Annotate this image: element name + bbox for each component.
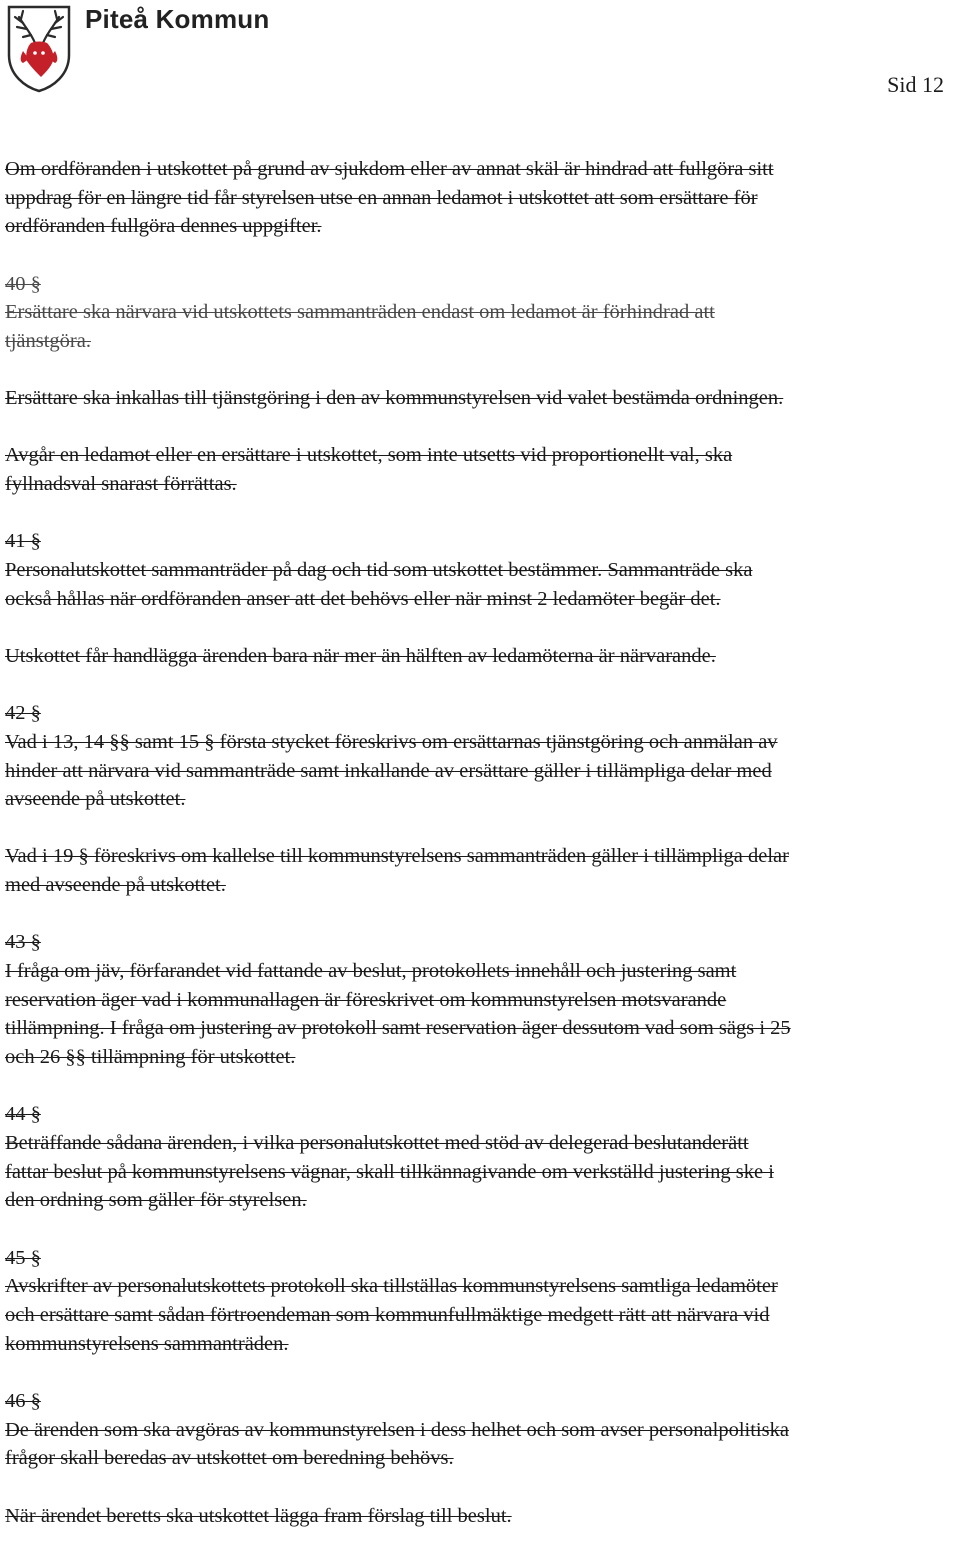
section-heading: 45 § xyxy=(5,1246,41,1269)
text-line: med avseende på utskottet. xyxy=(5,874,226,897)
paragraph-block xyxy=(5,441,960,498)
text-line: uppdrag för en längre tid får styrelsen utse en annan ledamot i utskottet att som ersättare för xyxy=(5,186,758,209)
paragraph-block xyxy=(5,642,960,671)
text-line: När ärendet beretts ska utskottet lägga fram förslag till beslut. xyxy=(5,1504,512,1527)
text-line: fattar beslut på kommunstyrelsens vägnar, skall tillkännagivande om verkställd justering ske i xyxy=(5,1160,774,1183)
reindeer-coat-of-arms-icon xyxy=(5,3,73,93)
section-heading: 46 § xyxy=(5,1390,41,1412)
text-line: Avskrifter av personalutskottets protokoll ska tillställas kommunstyrelsens samtliga ledamöter xyxy=(5,1275,778,1298)
paragraph-block xyxy=(5,384,960,413)
text-line: tillämpning. I fråga om justering av protokoll samt reservation äger dessutom vad som sägs i 25 xyxy=(5,1017,791,1040)
text-line: och 26 §§ tillämpning för utskottet. xyxy=(5,1046,296,1069)
text-line: Ersättare ska närvara vid utskottets sammanträden endast om ledamot är förhindrad att xyxy=(5,301,715,324)
text-line: också hållas när ordföranden anser att det behövs eller när minst 2 ledamöter begär det. xyxy=(5,587,721,610)
text-line: Om ordföranden i utskottet på grund av sjukdom eller av annat skäl är hindrad att fullgöra sitt xyxy=(5,158,774,180)
text-line: reservation äger vad i kommunallagen är föreskrivet om kommunstyrelsen motsvarande xyxy=(5,988,727,1011)
text-line: Beträffande sådana ärenden, i vilka personalutskottet med stöd av delegerad beslutanderätt xyxy=(5,1132,749,1155)
text-line: frågor skall beredas av utskottet om beredning behövs. xyxy=(5,1447,454,1470)
section-46 xyxy=(5,1387,960,1473)
section-heading: 41 § xyxy=(5,530,41,553)
text-line: tjänstgöra. xyxy=(5,330,91,353)
section-heading: 44 § xyxy=(5,1103,41,1126)
text-line: ordföranden fullgöra dennes uppgifter. xyxy=(5,215,322,238)
section-heading: 43 § xyxy=(5,931,41,954)
text-line: Utskottet får handlägga ärenden bara när mer än hälften av ledamöterna är närvarande. xyxy=(5,644,716,667)
document-body xyxy=(5,155,960,1559)
section-heading: 40 § xyxy=(5,272,41,295)
page-number: Sid 12 xyxy=(887,72,944,97)
section-heading: 42 § xyxy=(5,702,41,725)
section-45 xyxy=(5,1244,960,1359)
text-line: Personalutskottet sammanträder på dag och tid som utskottet bestämmer. Sammanträde ska xyxy=(5,559,753,582)
section-44 xyxy=(5,1100,960,1215)
text-line: Avgår en ledamot eller en ersättare i utskottet, som inte utsetts vid proportionellt val, ska xyxy=(5,444,733,467)
text-line: Ersättare ska inkallas till tjänstgöring i den av kommunstyrelsen vid valet bestämda ordningen. xyxy=(5,387,784,410)
text-line: och ersättare samt sådan förtroendeman som kommunfullmäktige medgett rätt att närvara vid xyxy=(5,1304,770,1327)
text-line: I fråga om jäv, förfarandet vid fattande av beslut, protokollets innehåll och justering samt xyxy=(5,960,737,983)
section-42 xyxy=(5,699,960,814)
section-40 xyxy=(5,270,960,356)
text-line: kommunstyrelsens sammanträden. xyxy=(5,1332,289,1355)
text-line: Vad i 19 § föreskrivs om kallelse till kommunstyrelsens sammanträden gäller i tillämpliga delar xyxy=(5,845,789,868)
text-line: avseende på utskottet. xyxy=(5,788,186,811)
paragraph-block xyxy=(5,842,960,899)
text-line: den ordning som gäller för styrelsen. xyxy=(5,1189,307,1212)
text-line: fyllnadsval snarast förrättas. xyxy=(5,473,237,496)
paragraph-block xyxy=(5,1502,960,1531)
text-line: De ärenden som ska avgöras av kommunstyrelsen i dess helhet och som avser personalpolitiska xyxy=(5,1418,789,1441)
page-header xyxy=(0,0,960,100)
organization-name: Piteå Kommun xyxy=(85,4,270,34)
text-line: hinder att närvara vid sammanträde samt inkallande av ersättare gäller i tillämpliga delar med xyxy=(5,759,772,782)
section-43 xyxy=(5,928,960,1072)
text-line: Vad i 13, 14 §§ samt 15 § första stycket föreskrivs om ersättarnas tjänstgöring och anmälan av xyxy=(5,730,778,753)
paragraph-block xyxy=(5,155,960,241)
section-41 xyxy=(5,527,960,613)
